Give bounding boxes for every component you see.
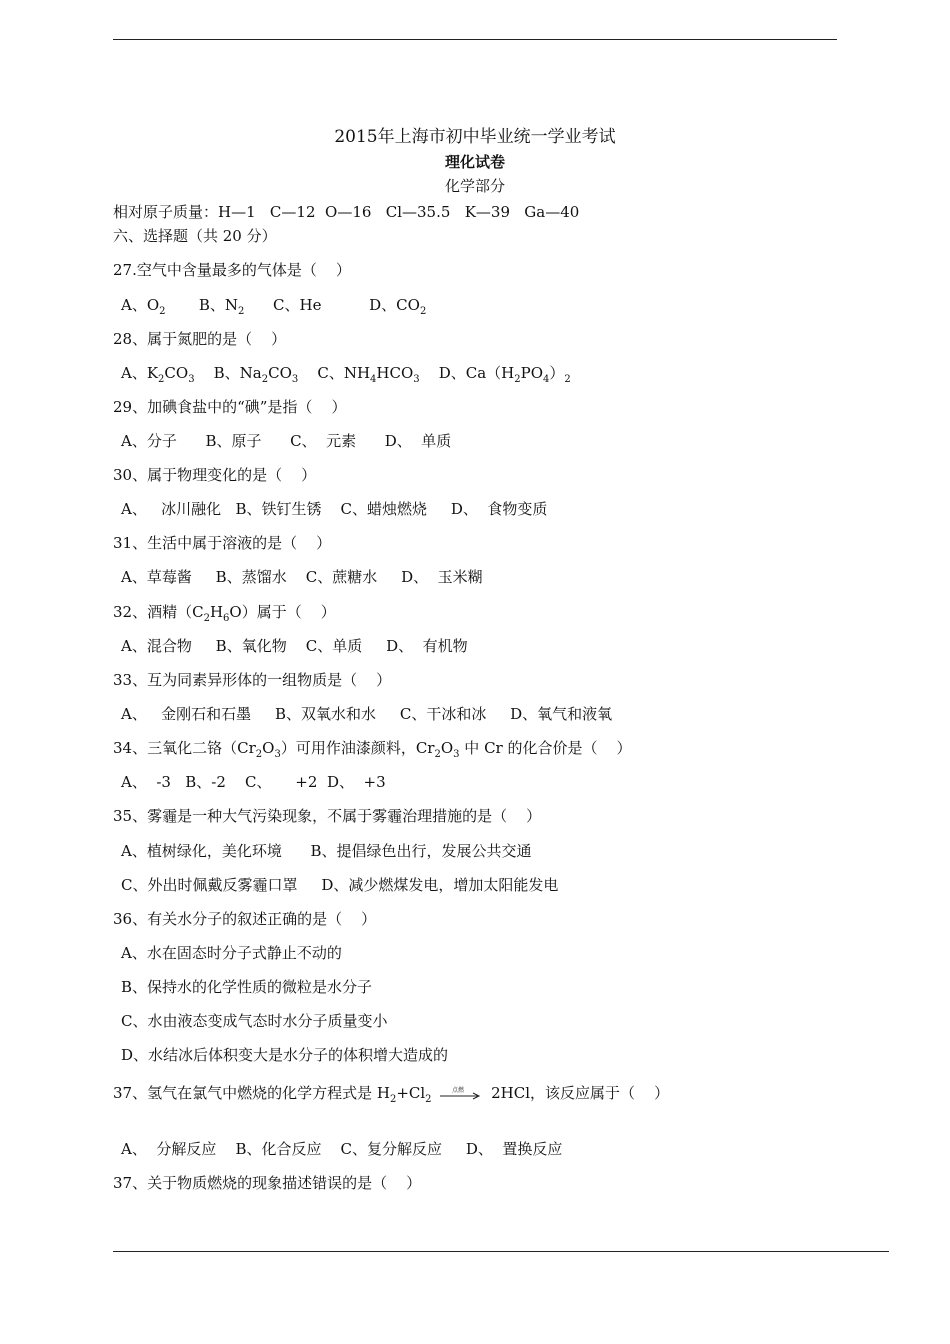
part-heading: 六、选择题（共 20 分） (113, 227, 277, 245)
question-37-suffix: 2HCl，该反应属于（ ） (486, 1084, 670, 1102)
question-31-options: A、草莓酱 B、蒸馏水 C、蔗糖水 D、 玉米糊 (121, 568, 483, 586)
question-27: 27.空气中含量最多的气体是（ ） (113, 261, 351, 279)
question-37: 37、氢气在氯气中燃烧的化学方程式是 $H_2+Cl_2$ 点燃 2HCl，该反应属于（ ） (113, 1084, 670, 1105)
question-31: 31、生活中属于溶液的是（ ） (113, 534, 332, 552)
reaction-condition: 点燃 (452, 1087, 465, 1094)
exam-title: 2015年上海市初中毕业统一学业考试 (334, 127, 616, 147)
question-29-options: A、分子 B、原子 C、 元素 D、 单质 (121, 432, 452, 450)
question-35-options-2: C、外出时佩戴反雾霾口罩 D、减少燃煤发电，增加太阳能发电 (121, 876, 559, 894)
question-33: 33、互为同素异形体的一组物质是（ ） (113, 671, 392, 689)
question-35-options-1: A、植树绿化，美化环境 B、提倡绿色出行，发展公共交通 (121, 842, 532, 860)
question-38: 37、关于物质燃烧的现象描述错误的是（ ） (113, 1174, 422, 1192)
question-36-option-d: D、水结冰后体积变大是水分子的体积增大造成的 (121, 1046, 449, 1064)
question-37-prefix: 37、氢气在氯气中燃烧的化学方程式是 (113, 1084, 377, 1102)
question-35: 35、雾霾是一种大气污染现象，不属于雾霾治理措施的是（ ） (113, 807, 542, 825)
question-32-options: A、混合物 B、氧化物 C、单质 D、 有机物 (121, 637, 468, 655)
question-30-options: A、 冰川融化 B、铁钉生锈 C、蜡烛燃烧 D、 食物变质 (121, 500, 548, 518)
question-29: 29、加碘食盐中的“碘”是指（ ） (113, 398, 347, 416)
atomic-masses: 相对原子质量：H—1 C—12 O—16 Cl—35.5 K—39 Ga—40 (113, 203, 580, 221)
question-28-options: A、$K_2CO_3$ B、$Na_2CO_3$ C、$NH_4HCO_3$ D、$Ca(H_2PO_4)_2$ (121, 364, 571, 385)
question-36: 36、有关水分子的叙述正确的是（ ） (113, 910, 377, 928)
question-27-options: A、$O_2$ B、$N_2$ C、He D、$CO_2$ (121, 296, 427, 317)
question-30: 30、属于物理变化的是（ ） (113, 466, 317, 484)
question-36-option-c: C、水由液态变成气态时水分子质量变小 (121, 1012, 388, 1030)
question-36-option-b: B、保持水的化学性质的微粒是水分子 (121, 978, 373, 996)
footer-rule (113, 1251, 889, 1252)
header-rule (113, 39, 837, 40)
question-34: 34、三氧化二铬$(Cr_2O_3)$可用作油漆颜料，$Cr_2O_3$ 中 Cr 的化合价是（ ） (113, 739, 632, 760)
reaction-arrow (438, 1086, 484, 1102)
question-33-options: A、 金刚石和石墨 B、双氧水和水 C、干冰和冰 D、氧气和液氧 (121, 705, 613, 723)
question-28: 28、属于氮肥的是（ ） (113, 330, 287, 348)
exam-subtitle: 理化试卷 (444, 153, 505, 171)
question-32-suffix: ）属于（ ） (241, 603, 336, 621)
question-32: 32、酒精$(C_2H_6O)$属于（ ） (113, 603, 336, 624)
question-34-options: A、 -3 B、-2 C、 +2 D、 +3 (121, 773, 386, 791)
section-label: 化学部分 (444, 177, 505, 195)
question-36-option-a: A、水在固态时分子式静止不动的 (121, 944, 342, 962)
question-37-options: A、 分解反应 B、化合反应 C、复分解反应 D、 置换反应 (121, 1140, 563, 1158)
